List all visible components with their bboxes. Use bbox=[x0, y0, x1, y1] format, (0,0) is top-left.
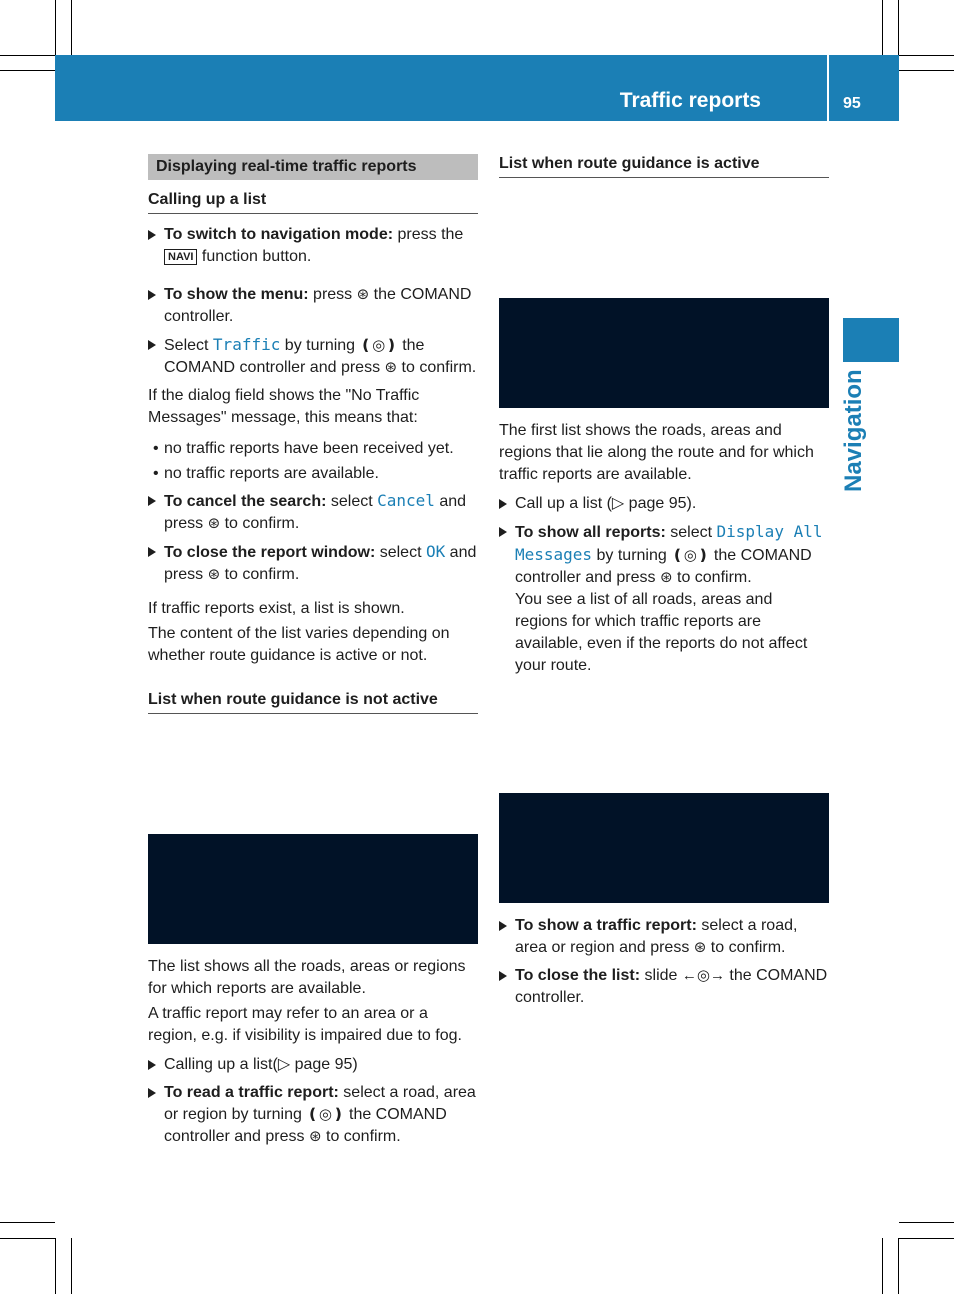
crop-mark bbox=[882, 1238, 883, 1294]
reports-exist-note: If traffic reports exist, a list is shown. bbox=[148, 600, 405, 617]
step-arrow-icon bbox=[148, 547, 156, 557]
crop-mark bbox=[899, 70, 954, 71]
turn-controller-icon: ❪◎❫ bbox=[671, 547, 710, 564]
slide-controller-icon: ←◎→ bbox=[681, 967, 725, 984]
menu-item-traffic: Traffic bbox=[212, 335, 281, 354]
crop-mark bbox=[71, 1238, 72, 1294]
screen-faint-area bbox=[499, 188, 829, 298]
step-call-list: Calling up a list(▷ page 95) bbox=[148, 1054, 478, 1076]
crop-mark bbox=[898, 0, 899, 55]
no-traffic-note: If the dialog field shows the "No Traffic Messages" message, this means that: bbox=[148, 387, 420, 426]
step-arrow-icon bbox=[148, 1060, 156, 1070]
crop-mark bbox=[899, 55, 954, 56]
step-cancel-search: To cancel the search: select Cancel and press ⊛ to confirm. bbox=[148, 490, 478, 535]
page-reference: ▷ page 95) bbox=[277, 1056, 358, 1073]
step-close-window: To close the report window: select OK and press ⊛ to confirm. bbox=[148, 541, 478, 586]
turn-controller-icon: ❪◎❫ bbox=[359, 337, 398, 354]
step-show-report: To show a traffic report: select a road, area or region and press ⊛ to confirm. bbox=[499, 915, 829, 959]
press-controller-icon: ⊛ bbox=[207, 566, 221, 583]
press-controller-icon: ⊛ bbox=[207, 515, 221, 532]
press-controller-icon: ⊛ bbox=[308, 1128, 322, 1145]
chapter-tab bbox=[843, 318, 899, 362]
crop-mark bbox=[0, 70, 55, 71]
chapter-label: Navigation bbox=[840, 369, 867, 492]
crop-mark bbox=[55, 1238, 56, 1294]
press-controller-icon: ⊛ bbox=[659, 569, 673, 586]
step-arrow-icon bbox=[499, 971, 507, 981]
turn-controller-icon: ❪◎❫ bbox=[306, 1106, 345, 1123]
screen-image bbox=[499, 298, 829, 408]
page-title: Traffic reports bbox=[619, 89, 761, 112]
crop-mark bbox=[0, 55, 55, 56]
press-controller-icon: ⊛ bbox=[693, 939, 707, 956]
screen-faint-area bbox=[499, 683, 829, 793]
menu-item-cancel: Cancel bbox=[377, 491, 435, 510]
page-header bbox=[55, 55, 899, 121]
crop-mark bbox=[899, 1222, 954, 1223]
area-region-note: A traffic report may refer to an area or a region, e.g. if visibility is impaired due to fog. bbox=[148, 1005, 462, 1044]
page-number: 95 bbox=[843, 95, 861, 112]
step-arrow-icon bbox=[499, 921, 507, 931]
step-arrow-icon bbox=[148, 230, 156, 240]
screen-faint-area bbox=[148, 724, 478, 834]
step-arrow-icon bbox=[499, 499, 507, 509]
crop-mark bbox=[55, 0, 56, 55]
step-arrow-icon bbox=[148, 496, 156, 506]
right-column bbox=[499, 154, 829, 1015]
crop-mark bbox=[882, 0, 883, 55]
press-controller-icon: ⊛ bbox=[356, 286, 370, 303]
menu-item-ok: OK bbox=[425, 542, 446, 561]
page-reference: ▷ page 95). bbox=[611, 495, 697, 512]
crop-mark bbox=[899, 1238, 954, 1239]
menu-item-display-all: Display All Messages bbox=[515, 522, 823, 564]
active-heading: List when route guidance is active bbox=[499, 154, 829, 178]
step-select-traffic: Select Traffic by turning ❪◎❫ the COMAND controller and press ⊛ to confirm. bbox=[148, 334, 478, 379]
step-call-list: Call up a list (▷ page 95). bbox=[499, 493, 829, 515]
list-item: • no traffic reports have been received yet. bbox=[153, 440, 454, 457]
step-close-list: To close the list: slide ←◎→ the COMAND controller. bbox=[499, 965, 829, 1009]
press-controller-icon: ⊛ bbox=[384, 359, 398, 376]
not-active-heading: List when route guidance is not active bbox=[148, 690, 478, 714]
step-arrow-icon bbox=[148, 1088, 156, 1098]
step-show-all: To show all reports: select Display All Messages by turning ❪◎❫ the COMAND controller and press ⊛ to confirm. You see a list of all roads, areas and regions for which traffic reports are available, even if the reports do not affect your route. bbox=[499, 521, 829, 677]
step-switch-navi: To switch to navigation mode: press the NAVI function button. bbox=[148, 224, 478, 268]
content-varies-note: The content of the list varies depending on whether route guidance is active or not. bbox=[148, 625, 450, 664]
crop-mark bbox=[0, 1238, 55, 1239]
screen-image bbox=[148, 834, 478, 944]
all-reports-note: You see a list of all roads, areas and regions for which traffic reports are available, even if the reports do not affect your route. bbox=[515, 591, 808, 674]
crop-mark bbox=[0, 1222, 55, 1223]
screen-image bbox=[499, 793, 829, 903]
calling-heading: Calling up a list bbox=[148, 190, 478, 214]
crop-mark bbox=[71, 0, 72, 55]
crop-mark bbox=[898, 1238, 899, 1294]
section-title: Displaying real-time traffic reports bbox=[148, 154, 478, 180]
header-divider bbox=[827, 55, 829, 121]
list-item: • no traffic reports are available. bbox=[153, 465, 379, 482]
list-shows-note: The list shows all the roads, areas or regions for which reports are available. bbox=[148, 958, 466, 997]
step-arrow-icon bbox=[148, 290, 156, 300]
step-show-menu: To show the menu: press ⊛ the COMAND controller. bbox=[148, 284, 478, 328]
step-arrow-icon bbox=[499, 527, 507, 537]
step-read-report: To read a traffic report: select a road, area or region by turning ❪◎❫ the COMAND controller and press ⊛ to confirm. bbox=[148, 1082, 478, 1148]
navi-key-icon: NAVI bbox=[164, 249, 197, 265]
left-column bbox=[148, 154, 478, 1154]
first-list-note: The first list shows the roads, areas and regions that lie along the route and for which traffic reports are available. bbox=[499, 422, 814, 483]
step-arrow-icon bbox=[148, 340, 156, 350]
